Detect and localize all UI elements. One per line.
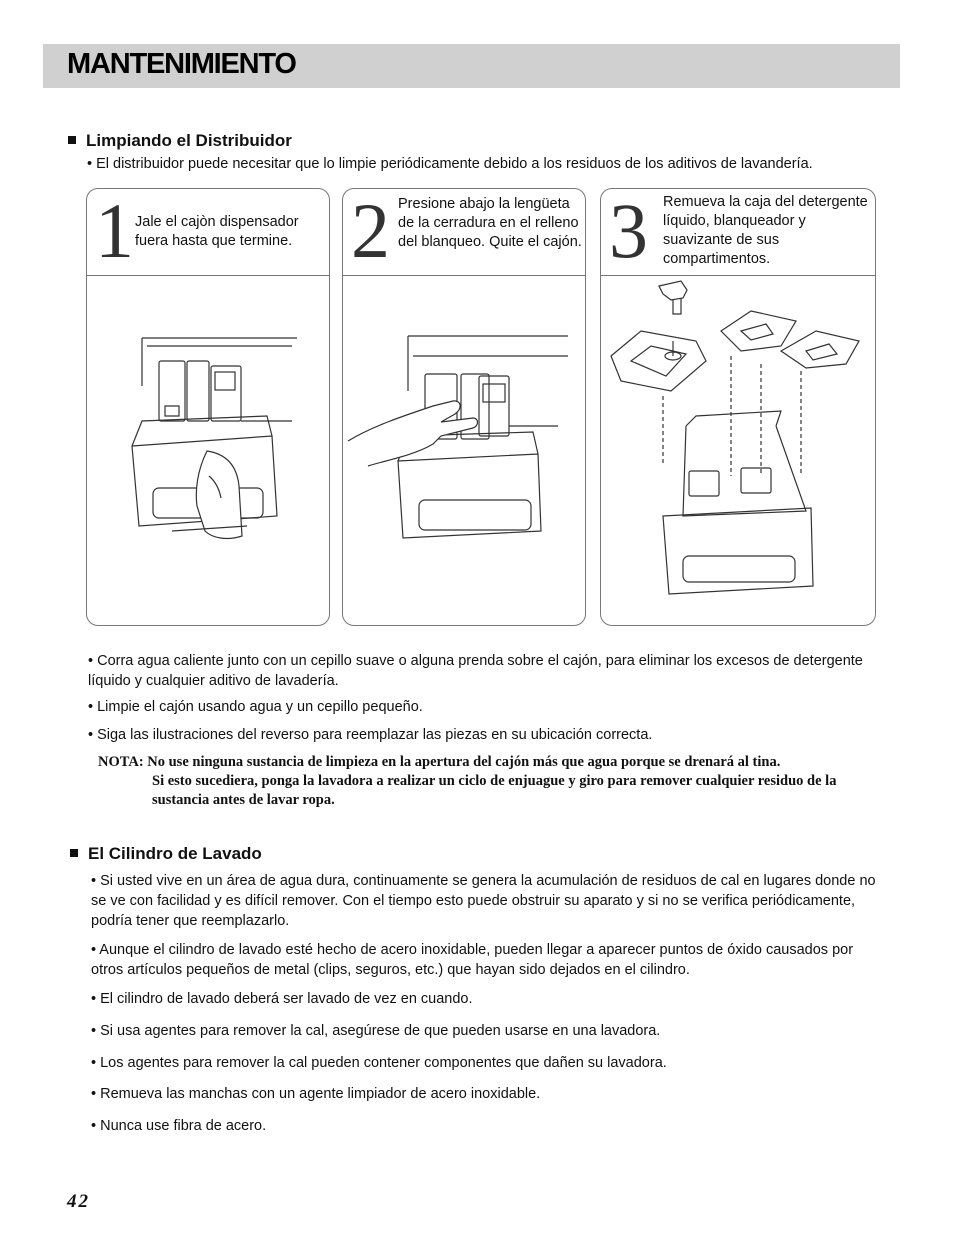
step-number: 2 [351, 188, 390, 274]
drawer-pull-illustration [87, 276, 329, 625]
step-card-1 [86, 188, 330, 626]
section-heading-text: Limpiando el Distribuidor [86, 131, 292, 150]
list-item: • Limpie el cajón usando agua y un cepillo pequeño. [88, 699, 423, 715]
step-instruction: Remueva la caja del detergente líquido, blanqueador y suavizante de sus compartimentos. [663, 194, 868, 267]
intro-text: • El distribuidor puede necesitar que lo limpie periódicamente debido a los residuos de los aditivos de lavandería. [87, 156, 813, 172]
parts-removal-illustration [601, 276, 875, 625]
step-number: 1 [95, 188, 134, 274]
latch-press-illustration [343, 276, 585, 625]
step-card-3 [600, 188, 876, 626]
note-text-line2: Si esto sucediera, ponga la lavadora a realizar un ciclo de enjuague y giro para remover cualquier residuo de la sustancia antes de lavar ropa. [152, 773, 837, 808]
step-header [343, 189, 585, 276]
list-item: • Siga las ilustraciones del reverso para reemplazar las piezas en su ubicación correcta. [88, 727, 653, 743]
step-header [601, 189, 875, 276]
step-header [87, 189, 329, 276]
list-item: • Corra agua caliente junto con un cepillo suave o alguna prenda sobre el cajón, para eliminar los excesos de detergente líquido y cualquier aditivo de lavadería. [88, 653, 863, 689]
list-item: • Nunca use fibra de acero. [91, 1118, 267, 1134]
section-heading-text: El Cilindro de Lavado [88, 844, 262, 863]
list-item: • Los agentes para remover la cal pueden contener componentes que dañen su lavadora. [91, 1055, 667, 1071]
list-item: • Si usa agentes para remover la cal, asegúrese de que pueden usarse en una lavadora. [91, 1023, 661, 1039]
page-title: MANTENIMIENTO [67, 48, 296, 80]
header-bar [43, 44, 900, 88]
square-bullet-icon [68, 136, 76, 144]
page-number: 42 [67, 1191, 90, 1212]
note-text-line1: NOTA: No use ninguna sustancia de limpieza en la apertura del cajón más que agua porque se drenará al tina. [98, 754, 781, 770]
list-item: • Aunque el cilindro de lavado esté hecho de acero inoxidable, pueden llegar a aparecer puntos de óxido causados por otros artículos pequeños de metal (clips, seguros, etc.) que hayan sido dejados en el cilindro. [91, 942, 854, 978]
step-number: 3 [609, 188, 648, 274]
list-item: • El cilindro de lavado deberá ser lavado de vez en cuando. [91, 991, 473, 1007]
step-instruction: Jale el cajòn dispensador fuera hasta que termine. [135, 214, 299, 249]
list-item: • Si usted vive en un área de agua dura, continuamente se genera la acumulación de residuos de cal en lugares donde no se ve con facilidad y es difícil remover. Con el tiempo esto puede obstruir su aparato y si no se verifica periódicamente, podría tener que reemplazarlo. [91, 873, 876, 929]
step-instruction: Presione abajo la lengüeta de la cerradura en el relleno del blanqueo. Quite el cajón. [398, 196, 582, 250]
square-bullet-icon [70, 849, 78, 857]
step-card-2 [342, 188, 586, 626]
section-heading-dispenser [68, 131, 292, 151]
list-item: • Remueva las manchas con un agente limpiador de acero inoxidable. [91, 1086, 541, 1102]
section-heading-drum [70, 844, 262, 864]
